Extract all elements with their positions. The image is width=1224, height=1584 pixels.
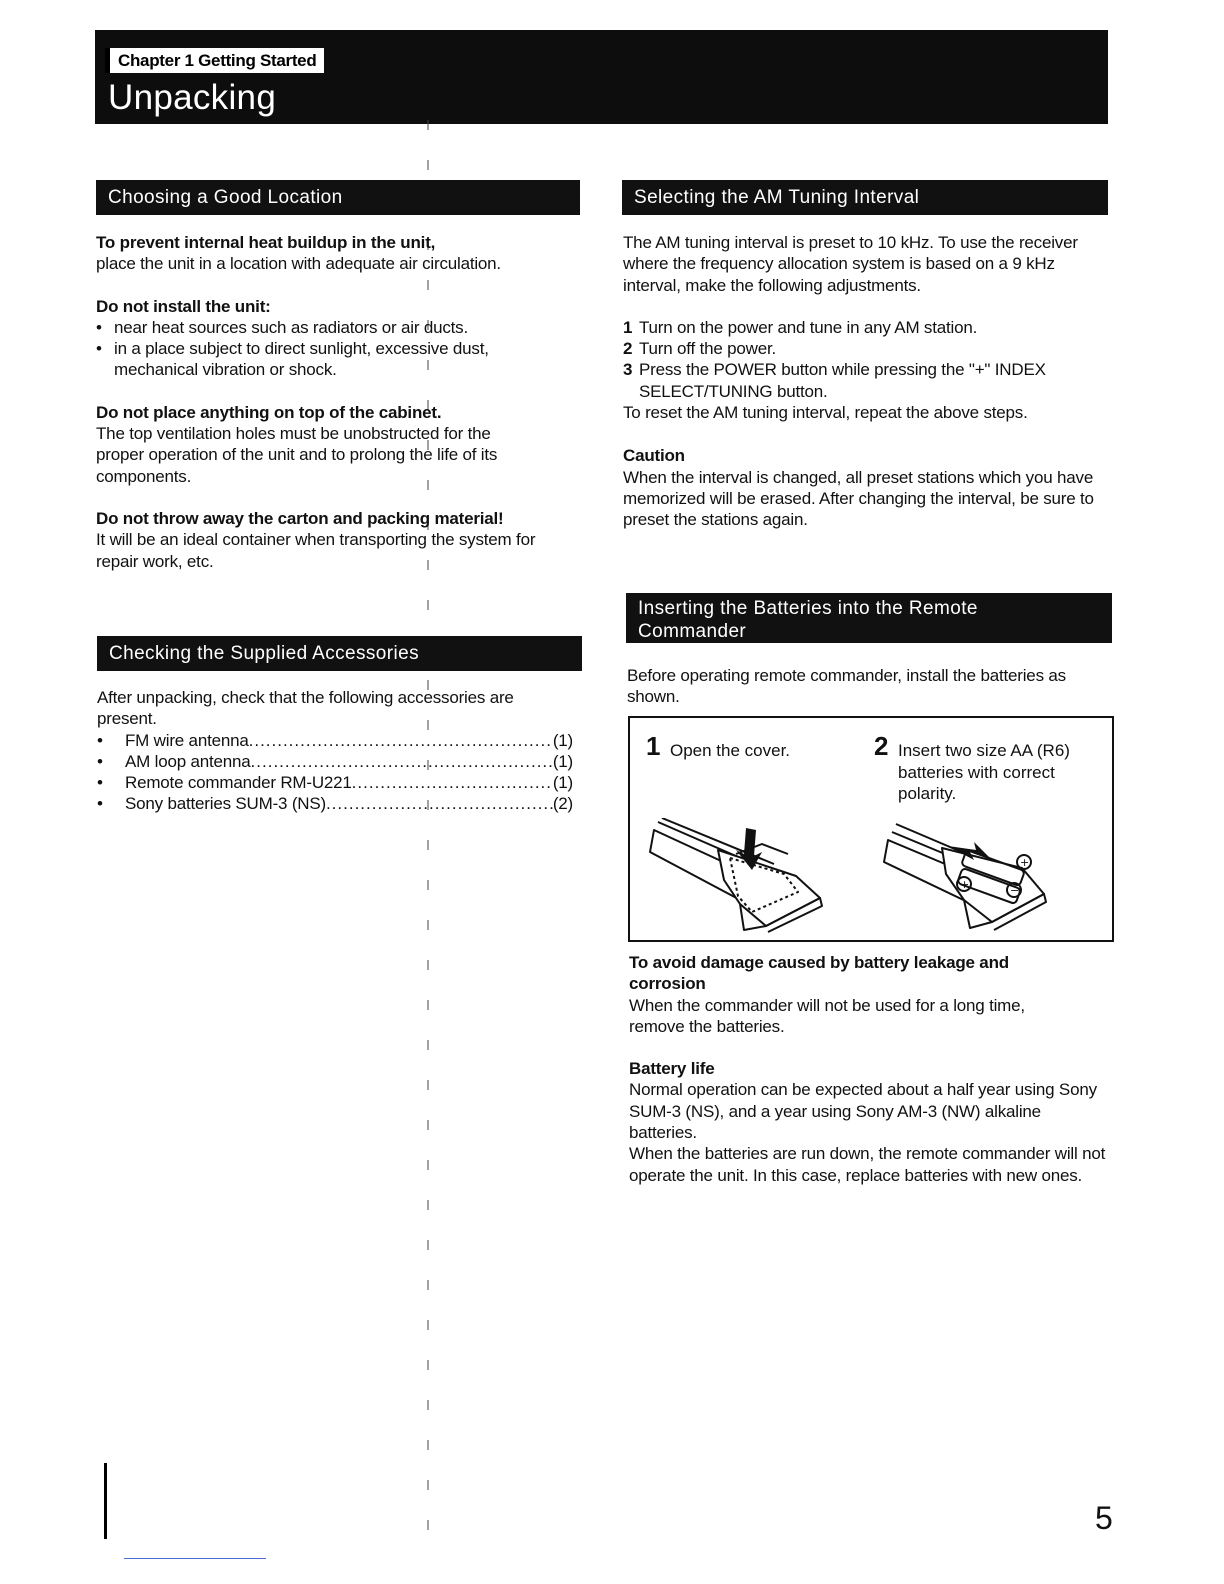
step-text: Turn on the power and tune in any AM station. — [639, 317, 978, 337]
figure-step-1 — [646, 731, 846, 762]
am-caution-heading: Caution — [623, 446, 685, 466]
batteries-heading-line-2: Commander — [638, 621, 747, 642]
battery-leak-text: When the commander will not be used for a long time, remove the batteries. — [629, 995, 1025, 1036]
section-heading-batteries — [626, 593, 1112, 643]
accessory-qty: (1) — [552, 751, 573, 771]
accessories-intro: After unpacking, check that the following accessories are present. — [97, 688, 514, 729]
batteries-intro-block — [627, 665, 1112, 708]
am-step-3 — [623, 359, 1108, 380]
accessory-name: Sony batteries SUM-3 (NS) — [125, 794, 326, 814]
remote-batteries-illustration — [882, 818, 1062, 933]
location-heat-text: place the unit in a location with adequate air circulation. — [96, 254, 501, 274]
svg-text:−: − — [1010, 884, 1020, 897]
batteries-intro: Before operating remote commander, install the batteries as shown. — [627, 666, 1066, 707]
am-step-2 — [623, 338, 1108, 359]
accessory-qty: (1) — [552, 730, 573, 750]
page-number: 5 — [1095, 1500, 1113, 1536]
bottom-rule — [124, 1558, 266, 1559]
am-section — [623, 232, 1108, 531]
battery-life-text-1: Normal operation can be expected about a half year using Sony SUM-3 (NS), and a year using Sony AM-3 (NW) alkaline batteries. — [629, 1080, 1097, 1143]
battery-life-text-2: When the batteries are run down, the remote commander will not operate the unit. In this case, replace batteries with new ones. — [629, 1144, 1106, 1185]
list-item: • FM wire antenna ..... (1) — [97, 730, 573, 751]
am-reset-note: To reset the AM tuning interval, repeat the above steps. — [623, 403, 1028, 423]
step-text: Turn off the power. — [639, 339, 777, 359]
list-item: • Sony batteries SUM-3 (NS) ..... (2) — [97, 793, 573, 814]
location-install-heading: Do not install the unit: — [96, 296, 271, 316]
list-item: • Remote commander RM-U221 ..... (1) — [97, 772, 573, 793]
accessory-qty: (2) — [552, 794, 573, 814]
am-step-3-cont: SELECT/TUNING button. — [639, 381, 828, 401]
figure-step-number: 1 — [646, 731, 661, 761]
accessory-name: Remote commander RM-U221 — [125, 773, 352, 793]
accessory-name: FM wire antenna — [125, 730, 249, 750]
section-heading-am-interval: Selecting the AM Tuning Interval — [622, 180, 1108, 215]
location-cabinet-text: The top ventilation holes must be unobstructed for the proper operation of the unit and to prolong the life of its components. — [96, 424, 498, 486]
location-carton-heading: Do not throw away the carton and packing material! — [96, 508, 504, 528]
battery-figure — [628, 716, 1114, 942]
svg-text:+: + — [960, 878, 970, 891]
section-heading-location: Choosing a Good Location — [96, 180, 580, 215]
accessory-qty: (1) — [552, 773, 573, 793]
list-item: • AM loop antenna ..... (1) — [97, 751, 573, 772]
location-heat-heading: To prevent internal heat buildup in the unit, — [96, 233, 436, 252]
section-heading-accessories: Checking the Supplied Accessories — [97, 636, 582, 671]
location-section — [96, 232, 586, 572]
chapter-label: Chapter 1 Getting Started — [105, 48, 324, 73]
am-step-1 — [623, 317, 1108, 338]
step-number: 2 — [623, 339, 633, 359]
location-cabinet-heading: Do not place anything on top of the cabinet. — [96, 402, 442, 422]
batteries-notes — [629, 952, 1114, 1186]
location-bullet-2: in a place subject to direct sunlight, excessive dust, mechanical vibration or shock. — [114, 339, 489, 380]
step-number: 3 — [623, 360, 633, 380]
margin-mark — [104, 1463, 107, 1539]
accessory-name: AM loop antenna — [125, 751, 251, 771]
figure-step-number: 2 — [874, 731, 889, 761]
battery-leak-heading: To avoid damage caused by battery leakage and corrosion — [629, 953, 1009, 994]
list-item: • in a place subject to direct sunlight, excessive dust, mechanical vibration or shock. — [96, 338, 586, 381]
figure-step-text: Open the cover. — [670, 741, 791, 760]
page-title: Unpacking — [108, 78, 277, 117]
remote-open-cover-illustration — [648, 818, 828, 933]
figure-step-2 — [874, 731, 1094, 805]
step-text: Press the POWER button while pressing the "+" INDEX — [639, 360, 1046, 380]
battery-life-heading: Battery life — [629, 1059, 715, 1079]
location-carton-text: It will be an ideal container when transporting the system for repair work, etc. — [96, 530, 536, 571]
step-number: 1 — [623, 317, 633, 337]
svg-text:+: + — [1020, 856, 1030, 869]
am-intro: The AM tuning interval is preset to 10 kHz. To use the receiver where the frequency allocation system is based on a 9 kHz interval, make the following adjustments. — [623, 233, 1078, 295]
list-item: • near heat sources such as radiators or air ducts. — [96, 317, 468, 337]
batteries-heading-line-1: Inserting the Batteries into the Remote — [638, 598, 978, 619]
location-bullet-1: near heat sources such as radiators or air ducts. — [114, 317, 468, 337]
accessories-section — [97, 687, 582, 815]
am-caution-text: When the interval is changed, all preset stations which you have memorized will be erased. After changing the interval, be sure to preset the stations again. — [623, 467, 1094, 530]
figure-step-text: Insert two size AA (R6) batteries with correct polarity. — [898, 741, 1070, 803]
